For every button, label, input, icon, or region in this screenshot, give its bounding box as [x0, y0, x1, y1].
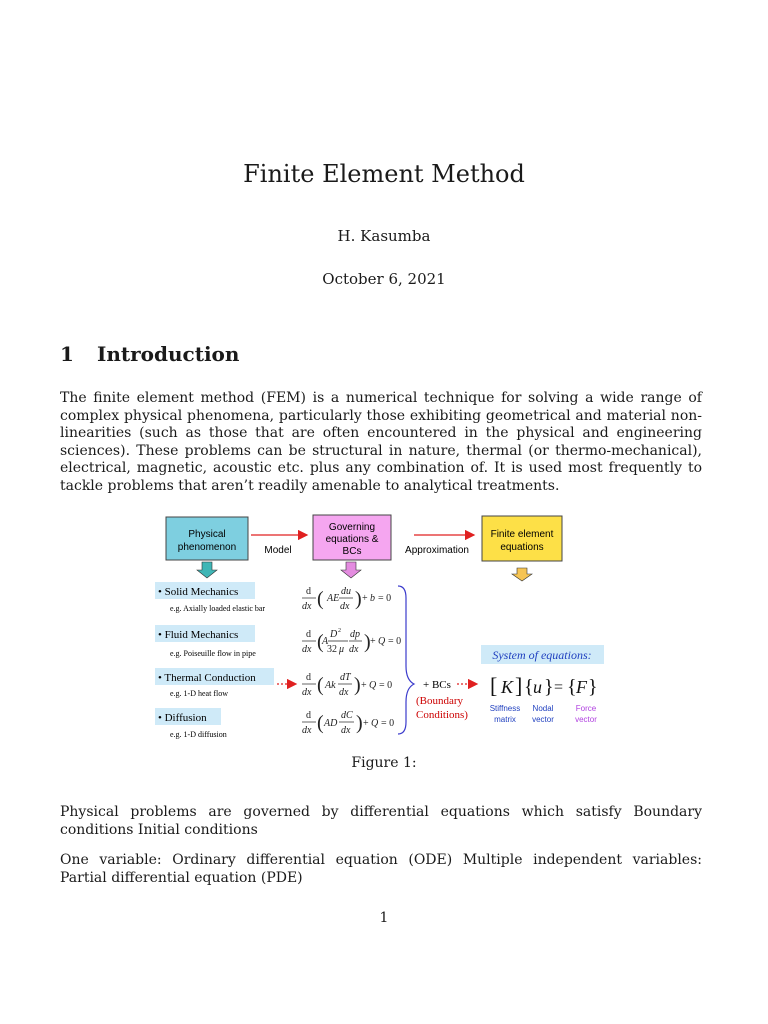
boundary-paren-1: (Boundary	[416, 695, 464, 707]
finite-down-arrow	[512, 568, 532, 581]
solid-mechanics-equation	[302, 586, 391, 612]
svg-text:AE: AE	[327, 593, 340, 604]
svg-text:): )	[364, 631, 371, 653]
svg-text:dx: dx	[302, 687, 312, 698]
svg-text:32: 32	[327, 644, 337, 655]
approximation-label: Approximation	[405, 545, 469, 556]
plus-bcs: + BCs	[423, 679, 451, 691]
paragraph-physical-problems: Physical problems are governed by differential equations which satisfy Boundary conditions Initial conditions	[60, 804, 702, 838]
force-label-top: Force	[575, 704, 597, 713]
boundary-paren-2: Conditions)	[416, 709, 468, 721]
section-number: 1	[60, 342, 74, 366]
svg-text:(: (	[317, 712, 324, 734]
svg-text:= 0: = 0	[378, 593, 392, 604]
svg-text:dx: dx	[302, 644, 312, 655]
nodal-label-top: Nodal	[532, 704, 554, 713]
svg-text:(: (	[317, 588, 324, 610]
svg-text:dp: dp	[350, 629, 360, 640]
svg-text:d: d	[306, 629, 311, 640]
governing-box-line1: Governing	[328, 522, 376, 533]
finite-box-line1: Finite element	[490, 529, 554, 540]
solid-mechanics-example: e.g. Axially loaded elastic bar	[170, 604, 266, 613]
svg-text:+: +	[361, 680, 367, 691]
page-number: 1	[379, 910, 389, 926]
thermal-conduction-equation	[302, 672, 392, 698]
svg-text:dC: dC	[341, 710, 353, 721]
svg-text:b: b	[370, 593, 375, 604]
svg-text:}: }	[544, 676, 554, 698]
stiffness-label-bottom: matrix	[494, 715, 516, 724]
svg-text:]: ]	[515, 673, 523, 698]
svg-text:Ak: Ak	[325, 680, 336, 691]
svg-text:[: [	[490, 673, 498, 698]
svg-text:F: F	[576, 677, 587, 697]
svg-text:= 0: = 0	[379, 680, 393, 691]
physical-down-arrow	[197, 562, 217, 578]
svg-text:dx: dx	[340, 601, 350, 612]
svg-text:dx: dx	[339, 687, 349, 698]
svg-text:= 0: = 0	[381, 718, 395, 729]
nodal-label-bottom: vector	[532, 715, 554, 724]
diffusion-label: • Diffusion	[158, 712, 207, 724]
paragraph-variables: One variable: Ordinary differential equation (ODE) Multiple independent variables: Partial differential equation (PDE)	[60, 852, 702, 886]
svg-text:): )	[354, 674, 361, 696]
svg-text:= 0: = 0	[388, 636, 402, 647]
thermal-conduction-label: • Thermal Conduction	[158, 672, 256, 684]
svg-text:+: +	[362, 593, 368, 604]
svg-text:Q: Q	[369, 680, 377, 691]
svg-text:Q: Q	[378, 636, 386, 647]
svg-text:K: K	[501, 677, 514, 697]
governing-box-line3: BCs	[342, 546, 362, 557]
diffusion-equation	[302, 710, 394, 736]
governing-box-line2: equations &	[325, 534, 379, 545]
paper-date: October 6, 2021	[322, 270, 446, 288]
fluid-mechanics-example: e.g. Poiseuille flow in pipe	[170, 649, 256, 658]
fluid-mechanics-equation	[302, 628, 401, 655]
diffusion-example: e.g. 1-D diffusion	[170, 730, 227, 739]
svg-text:Q: Q	[371, 718, 379, 729]
svg-text:d: d	[306, 672, 311, 683]
svg-text:+: +	[363, 718, 369, 729]
figure-caption: Figure 1:	[351, 755, 417, 771]
svg-text:(: (	[317, 631, 324, 653]
svg-text:dx: dx	[302, 601, 312, 612]
svg-text:dx: dx	[349, 644, 359, 655]
fluid-mechanics-label: • Fluid Mechanics	[158, 629, 239, 641]
svg-text:=: =	[554, 679, 564, 696]
svg-text:μ: μ	[339, 644, 345, 655]
finite-box-line2: equations	[500, 542, 544, 553]
svg-text:AD: AD	[324, 718, 338, 729]
paper-title: Finite Element Method	[243, 160, 525, 188]
physical-box-line2: phenomenon	[177, 542, 237, 553]
curly-brace	[398, 586, 414, 734]
svg-text:): )	[355, 588, 362, 610]
svg-text:+: +	[370, 636, 376, 647]
matrix-equation	[490, 673, 598, 698]
svg-text:D: D	[330, 629, 338, 640]
svg-text:2: 2	[338, 628, 341, 634]
svg-text:A: A	[322, 636, 329, 647]
solid-mechanics-label: • Solid Mechanics	[158, 586, 239, 598]
author-name: H. Kasumba	[337, 227, 431, 245]
thermal-conduction-example: e.g. 1-D heat flow	[170, 689, 228, 698]
physical-box-line1: Physical	[188, 529, 226, 540]
section-title: Introduction	[97, 342, 240, 366]
model-label: Model	[264, 545, 292, 556]
svg-text:d: d	[306, 586, 311, 597]
svg-text:}: }	[588, 676, 598, 698]
svg-text:dx: dx	[302, 725, 312, 736]
svg-text:{: {	[524, 676, 534, 698]
system-title: System of equations:	[492, 648, 592, 662]
governing-down-arrow	[341, 562, 361, 578]
svg-text:dx: dx	[341, 725, 351, 736]
svg-text:du: du	[341, 586, 351, 597]
svg-text:{: {	[567, 676, 577, 698]
intro-paragraph: The finite element method (FEM) is a numerical technique for solving a wide range of complex physical phenomena, particularly those exhibiting geometrical and material non-linearities (such as those that are often encountered in the physical and engineering sciences). These problems can be structural in nature, thermal (or thermo-mechanical), electrical, magnetic, acoustic etc. plus any combination of. It is used most frequently to tackle problems that aren’t readily amenable to analytical treatments.	[60, 390, 702, 494]
svg-text:u: u	[533, 677, 542, 697]
svg-text:d: d	[306, 710, 311, 721]
svg-text:(: (	[317, 674, 324, 696]
svg-text:dT: dT	[340, 672, 351, 683]
stiffness-label-top: Stiffness	[489, 704, 521, 713]
force-label-bottom: vector	[575, 715, 597, 724]
svg-text:): )	[356, 712, 363, 734]
